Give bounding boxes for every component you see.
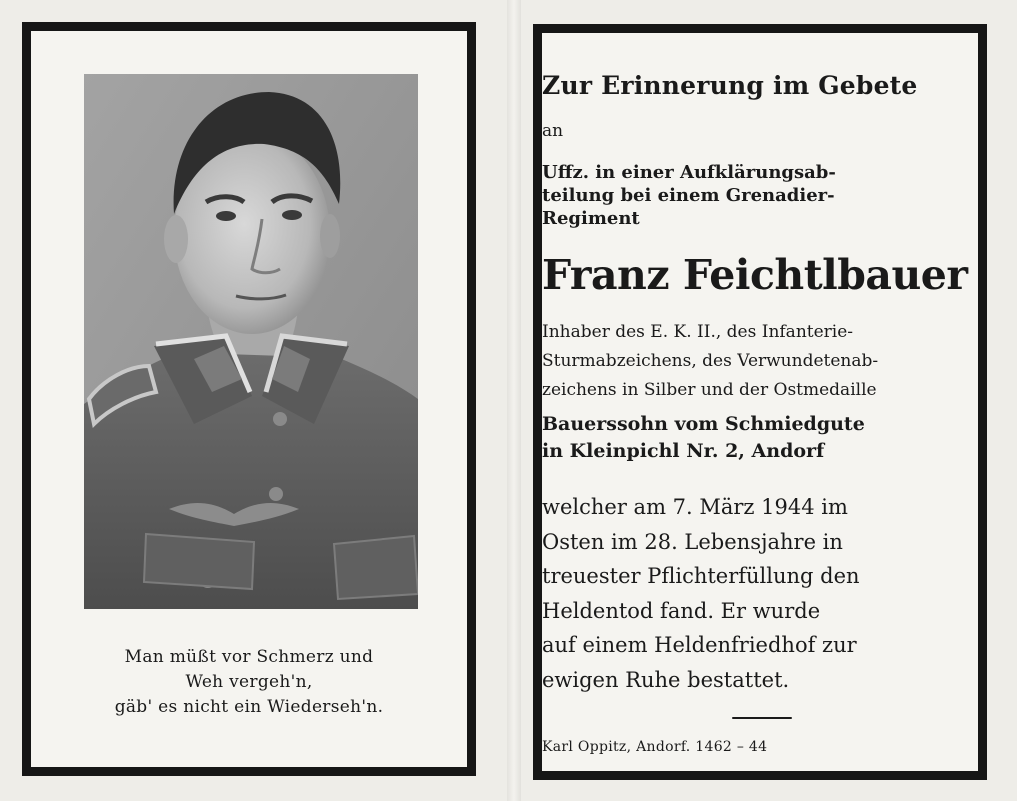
memorial-heading: Zur Erinnerung im Gebete (542, 71, 918, 100)
printer-imprint: Karl Oppitz, Andorf. 1462 – 44 (542, 739, 768, 755)
origin-line: Bauerssohn vom Schmiedgute (542, 413, 865, 435)
awards-line: zeichens in Silber und der Ostmedaille (542, 380, 877, 400)
body-line: welcher am 7. März 1944 im (542, 495, 848, 519)
origin-text (542, 411, 978, 465)
dedication-word: an (542, 121, 564, 141)
verse-line: Man müßt vor Schmerz und (124, 647, 374, 667)
origin-line: in Kleinpichl Nr. 2, Andorf (542, 440, 825, 462)
body-line: ewigen Ruhe bestattet. (542, 667, 790, 692)
card-fold (507, 0, 521, 801)
body-line: treuester Pflichterfüllung den (542, 564, 860, 588)
awards-line: Inhaber des E. K. II., des Infanterie- (542, 322, 854, 342)
awards-text (542, 318, 978, 405)
verse-line: gäb' es nicht ein Wiederseh'n. (114, 697, 384, 717)
rank-line: Regiment (542, 208, 640, 229)
right-panel (533, 24, 987, 780)
portrait-photo (84, 74, 418, 609)
memorial-verse (31, 645, 467, 720)
rank-line: teilung bei einem Grenadier- (542, 185, 835, 206)
body-line: Osten im 28. Lebensjahre in (542, 529, 843, 554)
death-notice-text (542, 490, 978, 697)
rank-description (542, 161, 978, 230)
left-panel (22, 22, 476, 776)
body-line: auf einem Heldenfriedhof zur (542, 633, 857, 657)
body-line: Heldentod fand. Er wurde (542, 598, 821, 623)
divider-line (732, 717, 792, 719)
deceased-name: Franz Feichtlbauer (542, 251, 968, 299)
rank-line: Uffz. in einer Aufklärungsab- (542, 162, 836, 183)
verse-line: Weh vergeh'n, (185, 672, 313, 692)
soldier-portrait (84, 74, 418, 609)
awards-line: Sturmabzeichens, des Verwundetenab- (542, 351, 879, 371)
